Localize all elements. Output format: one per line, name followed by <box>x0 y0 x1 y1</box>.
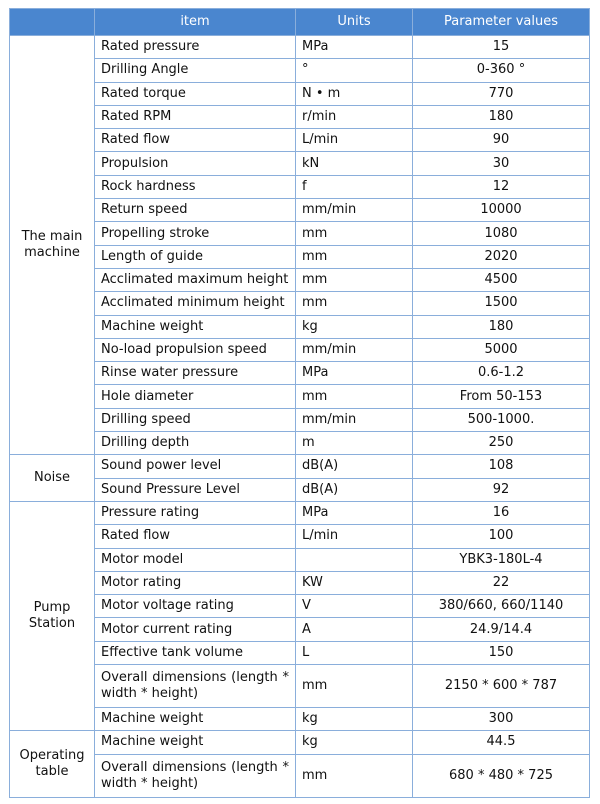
parameter-value: 770 <box>413 82 590 105</box>
table-row <box>10 455 590 478</box>
parameter-name: Pressure rating <box>95 501 296 524</box>
parameter-name: Rated flow <box>95 129 296 152</box>
parameter-unit: r/min <box>296 105 413 128</box>
parameter-name: Motor rating <box>95 571 296 594</box>
parameter-value: YBK3-180L-4 <box>413 548 590 571</box>
parameter-value: 4500 <box>413 268 590 291</box>
parameter-unit: dB(A) <box>296 455 413 478</box>
parameter-unit: mm/min <box>296 338 413 361</box>
parameter-value: 0-360 ° <box>413 59 590 82</box>
parameter-value: 30 <box>413 152 590 175</box>
table-row <box>10 385 590 408</box>
parameter-unit: L/min <box>296 525 413 548</box>
parameter-unit: mm/min <box>296 408 413 431</box>
table-row <box>10 548 590 571</box>
parameter-name: Machine weight <box>95 315 296 338</box>
table-row <box>10 59 590 82</box>
parameter-name: Rated flow <box>95 525 296 548</box>
header-group-spacer <box>10 9 95 36</box>
parameter-unit: kg <box>296 731 413 754</box>
parameter-name: Rock hardness <box>95 175 296 198</box>
parameter-name: Drilling depth <box>95 432 296 455</box>
parameter-unit: N • m <box>296 82 413 105</box>
parameter-name: Motor voltage rating <box>95 595 296 618</box>
table-row <box>10 525 590 548</box>
parameter-name: No-load propulsion speed <box>95 338 296 361</box>
table-row <box>10 82 590 105</box>
parameter-name: Effective tank volume <box>95 641 296 664</box>
table-row <box>10 641 590 664</box>
parameter-value: 0.6-1.2 <box>413 362 590 385</box>
table-row <box>10 731 590 754</box>
table-row <box>10 595 590 618</box>
parameter-value: 380/660, 660/1140 <box>413 595 590 618</box>
table-row <box>10 222 590 245</box>
parameter-value: 44.5 <box>413 731 590 754</box>
table-row <box>10 754 590 797</box>
parameter-value: 16 <box>413 501 590 524</box>
parameter-name: Sound power level <box>95 455 296 478</box>
parameter-name: Rated torque <box>95 82 296 105</box>
parameter-name: Propelling stroke <box>95 222 296 245</box>
parameter-unit: mm <box>296 292 413 315</box>
table-row <box>10 292 590 315</box>
parameter-name: Acclimated maximum height <box>95 268 296 291</box>
parameter-unit: kg <box>296 708 413 731</box>
parameter-name: Overall dimensions (length * width * height) <box>95 754 296 797</box>
parameter-name: Drilling speed <box>95 408 296 431</box>
parameter-unit: mm <box>296 268 413 291</box>
parameter-unit: mm <box>296 754 413 797</box>
parameter-unit: kN <box>296 152 413 175</box>
parameter-unit: mm <box>296 245 413 268</box>
parameter-value: 2150 * 600 * 787 <box>413 665 590 708</box>
parameter-unit: KW <box>296 571 413 594</box>
parameter-value: 2020 <box>413 245 590 268</box>
parameter-value: 12 <box>413 175 590 198</box>
parameter-unit: f <box>296 175 413 198</box>
table-row <box>10 408 590 431</box>
group-label: Noise <box>10 455 95 502</box>
parameter-value: 100 <box>413 525 590 548</box>
header-row <box>10 9 590 36</box>
parameter-value: 15 <box>413 36 590 59</box>
parameter-unit: L <box>296 641 413 664</box>
parameter-name: Drilling Angle <box>95 59 296 82</box>
parameter-name: Motor model <box>95 548 296 571</box>
parameter-unit <box>296 548 413 571</box>
table-row <box>10 432 590 455</box>
parameter-name: Overall dimensions (length * width * height) <box>95 665 296 708</box>
parameter-value: 180 <box>413 105 590 128</box>
table-row <box>10 152 590 175</box>
parameter-value: 108 <box>413 455 590 478</box>
parameter-unit: MPa <box>296 501 413 524</box>
parameter-value: 22 <box>413 571 590 594</box>
parameter-value: 5000 <box>413 338 590 361</box>
parameter-value: 500-1000. <box>413 408 590 431</box>
parameter-value: 180 <box>413 315 590 338</box>
group-label: The main machine <box>10 36 95 455</box>
parameter-unit: dB(A) <box>296 478 413 501</box>
table-row <box>10 129 590 152</box>
parameter-name: Return speed <box>95 199 296 222</box>
parameter-name: Machine weight <box>95 708 296 731</box>
parameter-value: 24.9/14.4 <box>413 618 590 641</box>
header-item: item <box>95 9 296 36</box>
table-row <box>10 362 590 385</box>
table-row <box>10 708 590 731</box>
parameter-unit: MPa <box>296 362 413 385</box>
parameter-value: 150 <box>413 641 590 664</box>
parameter-name: Rated RPM <box>95 105 296 128</box>
table-row <box>10 338 590 361</box>
group-label: Pump Station <box>10 501 95 730</box>
parameter-name: Hole diameter <box>95 385 296 408</box>
table-row <box>10 618 590 641</box>
parameter-name: Rated pressure <box>95 36 296 59</box>
table-row <box>10 478 590 501</box>
header-units: Units <box>296 9 413 36</box>
table-row <box>10 501 590 524</box>
parameter-unit: L/min <box>296 129 413 152</box>
parameter-name: Length of guide <box>95 245 296 268</box>
group-label: Operating table <box>10 731 95 797</box>
parameter-unit: mm <box>296 385 413 408</box>
parameter-name: Propulsion <box>95 152 296 175</box>
parameter-unit: MPa <box>296 36 413 59</box>
parameter-value: 92 <box>413 478 590 501</box>
table-row <box>10 268 590 291</box>
table-row <box>10 315 590 338</box>
parameter-name: Machine weight <box>95 731 296 754</box>
parameter-name: Motor current rating <box>95 618 296 641</box>
parameter-value: 1500 <box>413 292 590 315</box>
parameter-value: 250 <box>413 432 590 455</box>
parameter-name: Sound Pressure Level <box>95 478 296 501</box>
table-row <box>10 665 590 708</box>
header-values: Parameter values <box>413 9 590 36</box>
parameter-unit: V <box>296 595 413 618</box>
table-row <box>10 571 590 594</box>
table-row <box>10 36 590 59</box>
parameter-name: Acclimated minimum height <box>95 292 296 315</box>
parameter-unit: mm/min <box>296 199 413 222</box>
parameter-value: 10000 <box>413 199 590 222</box>
parameter-unit: m <box>296 432 413 455</box>
parameter-value: 680 * 480 * 725 <box>413 754 590 797</box>
table-row <box>10 245 590 268</box>
parameter-unit: mm <box>296 222 413 245</box>
parameter-unit: A <box>296 618 413 641</box>
parameter-value: 1080 <box>413 222 590 245</box>
parameter-unit: mm <box>296 665 413 708</box>
table-row <box>10 105 590 128</box>
parameter-unit: ° <box>296 59 413 82</box>
spec-table <box>9 8 590 798</box>
table-row <box>10 175 590 198</box>
parameter-value: From 50-153 <box>413 385 590 408</box>
spec-body <box>10 36 590 798</box>
parameter-value: 90 <box>413 129 590 152</box>
table-row <box>10 199 590 222</box>
parameter-name: Rinse water pressure <box>95 362 296 385</box>
parameter-unit: kg <box>296 315 413 338</box>
parameter-value: 300 <box>413 708 590 731</box>
